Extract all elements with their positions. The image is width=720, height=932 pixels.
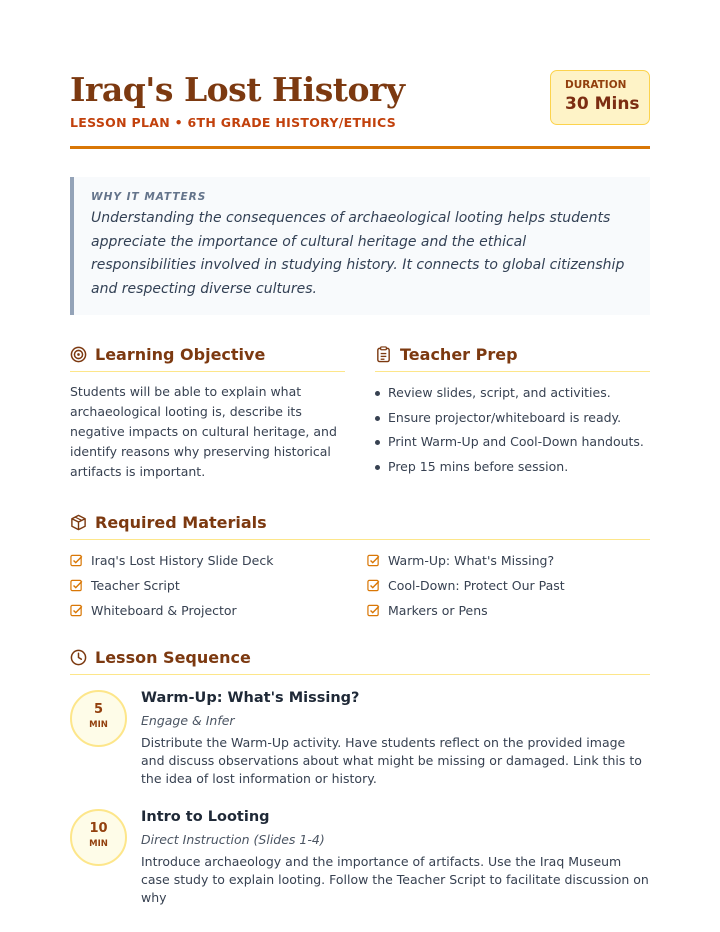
target-icon	[70, 346, 87, 363]
sequence-step	[70, 809, 650, 905]
learning-objective-text: Students will be able to explain what archaeological looting is, describe its negative impacts on cultural heritage, and identify reasons why preserving historical artifacts is important.	[70, 384, 337, 479]
material-label: Cool-Down: Protect Our Past	[388, 578, 565, 593]
list-item	[70, 573, 367, 598]
step-unit: MIN	[89, 720, 108, 730]
why-label: WHY IT MATTERS	[91, 191, 207, 203]
material-label: Warm-Up: What's Missing?	[388, 553, 555, 568]
list-item	[367, 573, 650, 598]
duration-label: DURATION	[565, 79, 627, 91]
material-label: Whiteboard & Projector	[91, 603, 237, 618]
material-label: Markers or Pens	[388, 603, 488, 618]
checkbox-checked-icon	[70, 604, 83, 617]
why-text: Understanding the consequences of archaeological looting helps students appreciate the importance of cultural heritage and the ethical responsibilities involved in studying history. It connects to global citizenship and respecting diverse cultures.	[91, 210, 625, 297]
lesson-sequence-heading: Lesson Sequence	[95, 648, 251, 667]
step-duration-badge	[70, 690, 127, 747]
learning-objective-header	[70, 345, 345, 372]
required-materials-heading: Required Materials	[95, 513, 267, 532]
step-title: Warm-Up: What's Missing?	[141, 690, 360, 706]
list-item	[70, 598, 367, 623]
duration-value: 30 Mins	[565, 94, 640, 114]
step-subtitle: Direct Instruction (Slides 1-4)	[141, 832, 325, 847]
header-divider	[70, 146, 650, 149]
material-label: Iraq's Lost History Slide Deck	[91, 553, 274, 568]
step-description: Distribute the Warm-Up activity. Have students reflect on the provided image and discuss observations about what might be missing or damaged. Link this to the idea of lost information or history.	[141, 735, 642, 786]
checkbox-checked-icon	[70, 554, 83, 567]
step-unit: MIN	[89, 839, 108, 849]
step-description: Introduce archaeology and the importance of artifacts. Use the Iraq Museum case study to explain looting. Follow the Teacher Script to facilitate discussion on why	[141, 854, 649, 905]
page-title: Iraq's Lost History	[70, 70, 405, 109]
step-duration-badge	[70, 809, 127, 866]
clock-icon	[70, 649, 87, 666]
step-minutes: 10	[89, 821, 108, 836]
list-item: Prep 15 mins before session.	[373, 455, 650, 480]
step-subtitle: Engage & Infer	[141, 713, 235, 728]
duration-badge	[550, 70, 650, 125]
clipboard-icon	[375, 346, 392, 363]
step-minutes: 5	[93, 702, 104, 717]
box-icon	[70, 514, 87, 531]
checkbox-checked-icon	[367, 604, 380, 617]
material-label: Teacher Script	[91, 578, 180, 593]
required-materials-header	[70, 513, 650, 540]
teacher-prep-list	[373, 381, 650, 479]
list-item	[367, 548, 650, 573]
checkbox-checked-icon	[367, 554, 380, 567]
list-item: Ensure projector/whiteboard is ready.	[373, 406, 650, 431]
page-subtitle: LESSON PLAN • 6TH GRADE HISTORY/ETHICS	[70, 115, 397, 130]
lesson-sequence-header	[70, 648, 650, 675]
checkbox-checked-icon	[70, 579, 83, 592]
teacher-prep-header	[375, 345, 650, 372]
list-item: Print Warm-Up and Cool-Down handouts.	[373, 430, 650, 455]
list-item	[70, 548, 367, 573]
list-item	[367, 598, 650, 623]
checkbox-checked-icon	[367, 579, 380, 592]
why-it-matters-callout	[70, 177, 650, 315]
sequence-step	[70, 690, 650, 790]
list-item: Review slides, script, and activities.	[373, 381, 650, 406]
teacher-prep-heading: Teacher Prep	[400, 345, 518, 364]
learning-objective-heading: Learning Objective	[95, 345, 266, 364]
materials-list	[70, 548, 650, 623]
step-title: Intro to Looting	[141, 809, 270, 825]
